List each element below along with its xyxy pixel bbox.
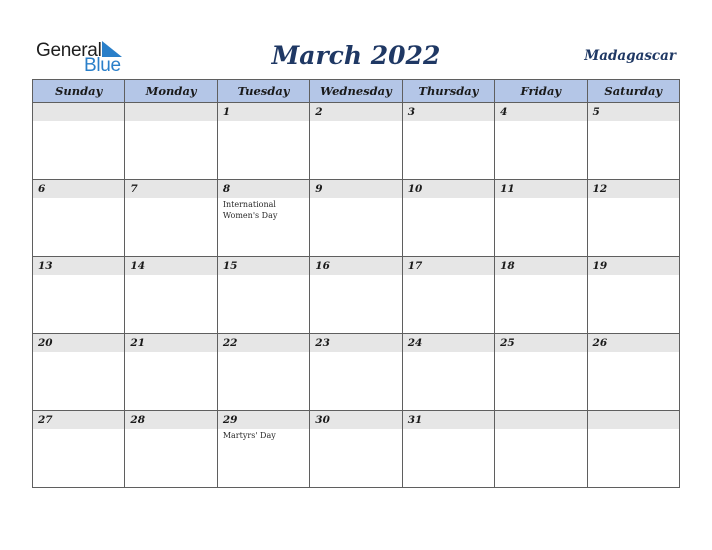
day-number: 9 (310, 180, 401, 198)
day-number: 29 (218, 411, 309, 429)
weekday-header: Monday (125, 80, 217, 103)
day-number: 13 (33, 257, 124, 275)
day-number: 19 (588, 257, 679, 275)
logo-text-blue: Blue (84, 55, 121, 76)
calendar-grid (32, 79, 680, 488)
day-number: 10 (403, 180, 494, 198)
day-cell (125, 180, 217, 257)
day-cell (33, 257, 125, 334)
day-number: 25 (495, 334, 586, 352)
holiday-event: Martyrs' Day (222, 431, 276, 440)
day-cell (495, 257, 587, 334)
day-number: 5 (588, 103, 679, 121)
week-row (33, 411, 680, 488)
day-number (495, 411, 586, 429)
day-cell (402, 103, 494, 180)
day-number: 18 (495, 257, 586, 275)
day-cell (495, 103, 587, 180)
day-number: 8 (218, 180, 309, 198)
day-number: 1 (218, 103, 309, 121)
day-number: 28 (125, 411, 216, 429)
day-cell (587, 334, 679, 411)
day-number: 27 (33, 411, 124, 429)
weekday-header: Thursday (402, 80, 494, 103)
day-cell (217, 411, 309, 488)
day-cell (310, 103, 402, 180)
day-cell (402, 334, 494, 411)
day-number: 14 (125, 257, 216, 275)
day-cell (33, 103, 125, 180)
week-row (33, 103, 680, 180)
day-cell (33, 180, 125, 257)
holiday-event: International Women's Day (222, 200, 278, 220)
day-number: 2 (310, 103, 401, 121)
day-number: 6 (33, 180, 124, 198)
day-cell (402, 180, 494, 257)
day-cell (125, 257, 217, 334)
day-cell (310, 180, 402, 257)
day-number: 31 (403, 411, 494, 429)
day-number: 17 (403, 257, 494, 275)
day-cell (310, 411, 402, 488)
day-cell (310, 334, 402, 411)
day-number (125, 103, 216, 121)
day-number: 11 (495, 180, 586, 198)
day-cell (587, 180, 679, 257)
weekday-header: Wednesday (310, 80, 402, 103)
day-cell (587, 103, 679, 180)
day-cell (125, 411, 217, 488)
day-cell (587, 257, 679, 334)
day-cell (495, 334, 587, 411)
day-cell (217, 334, 309, 411)
day-number (588, 411, 679, 429)
day-cell (495, 411, 587, 488)
day-cell (33, 411, 125, 488)
day-cell (217, 180, 309, 257)
weekday-header: Tuesday (217, 80, 309, 103)
week-row (33, 180, 680, 257)
logo-text-general: General (36, 40, 102, 61)
week-row (33, 257, 680, 334)
day-number: 21 (125, 334, 216, 352)
weekday-header-row (33, 80, 680, 103)
weekday-header: Friday (495, 80, 587, 103)
day-number: 23 (310, 334, 401, 352)
week-row (33, 334, 680, 411)
day-cell (33, 334, 125, 411)
day-cell (125, 334, 217, 411)
day-cell (402, 411, 494, 488)
day-cell (310, 257, 402, 334)
day-cell (495, 180, 587, 257)
day-number: 3 (403, 103, 494, 121)
day-number: 7 (125, 180, 216, 198)
day-cell (125, 103, 217, 180)
day-number: 30 (310, 411, 401, 429)
day-cell (402, 257, 494, 334)
weekday-header: Saturday (587, 80, 679, 103)
day-number: 15 (218, 257, 309, 275)
day-number: 24 (403, 334, 494, 352)
day-number: 20 (33, 334, 124, 352)
day-number: 26 (588, 334, 679, 352)
day-number: 16 (310, 257, 401, 275)
day-number: 22 (218, 334, 309, 352)
day-cell (217, 257, 309, 334)
calendar-title: March 2022 (271, 41, 441, 70)
weekday-header: Sunday (33, 80, 125, 103)
day-number (33, 103, 124, 121)
day-number: 12 (588, 180, 679, 198)
day-cell (587, 411, 679, 488)
country-label: Madagascar (584, 48, 676, 64)
day-number: 4 (495, 103, 586, 121)
day-cell (217, 103, 309, 180)
